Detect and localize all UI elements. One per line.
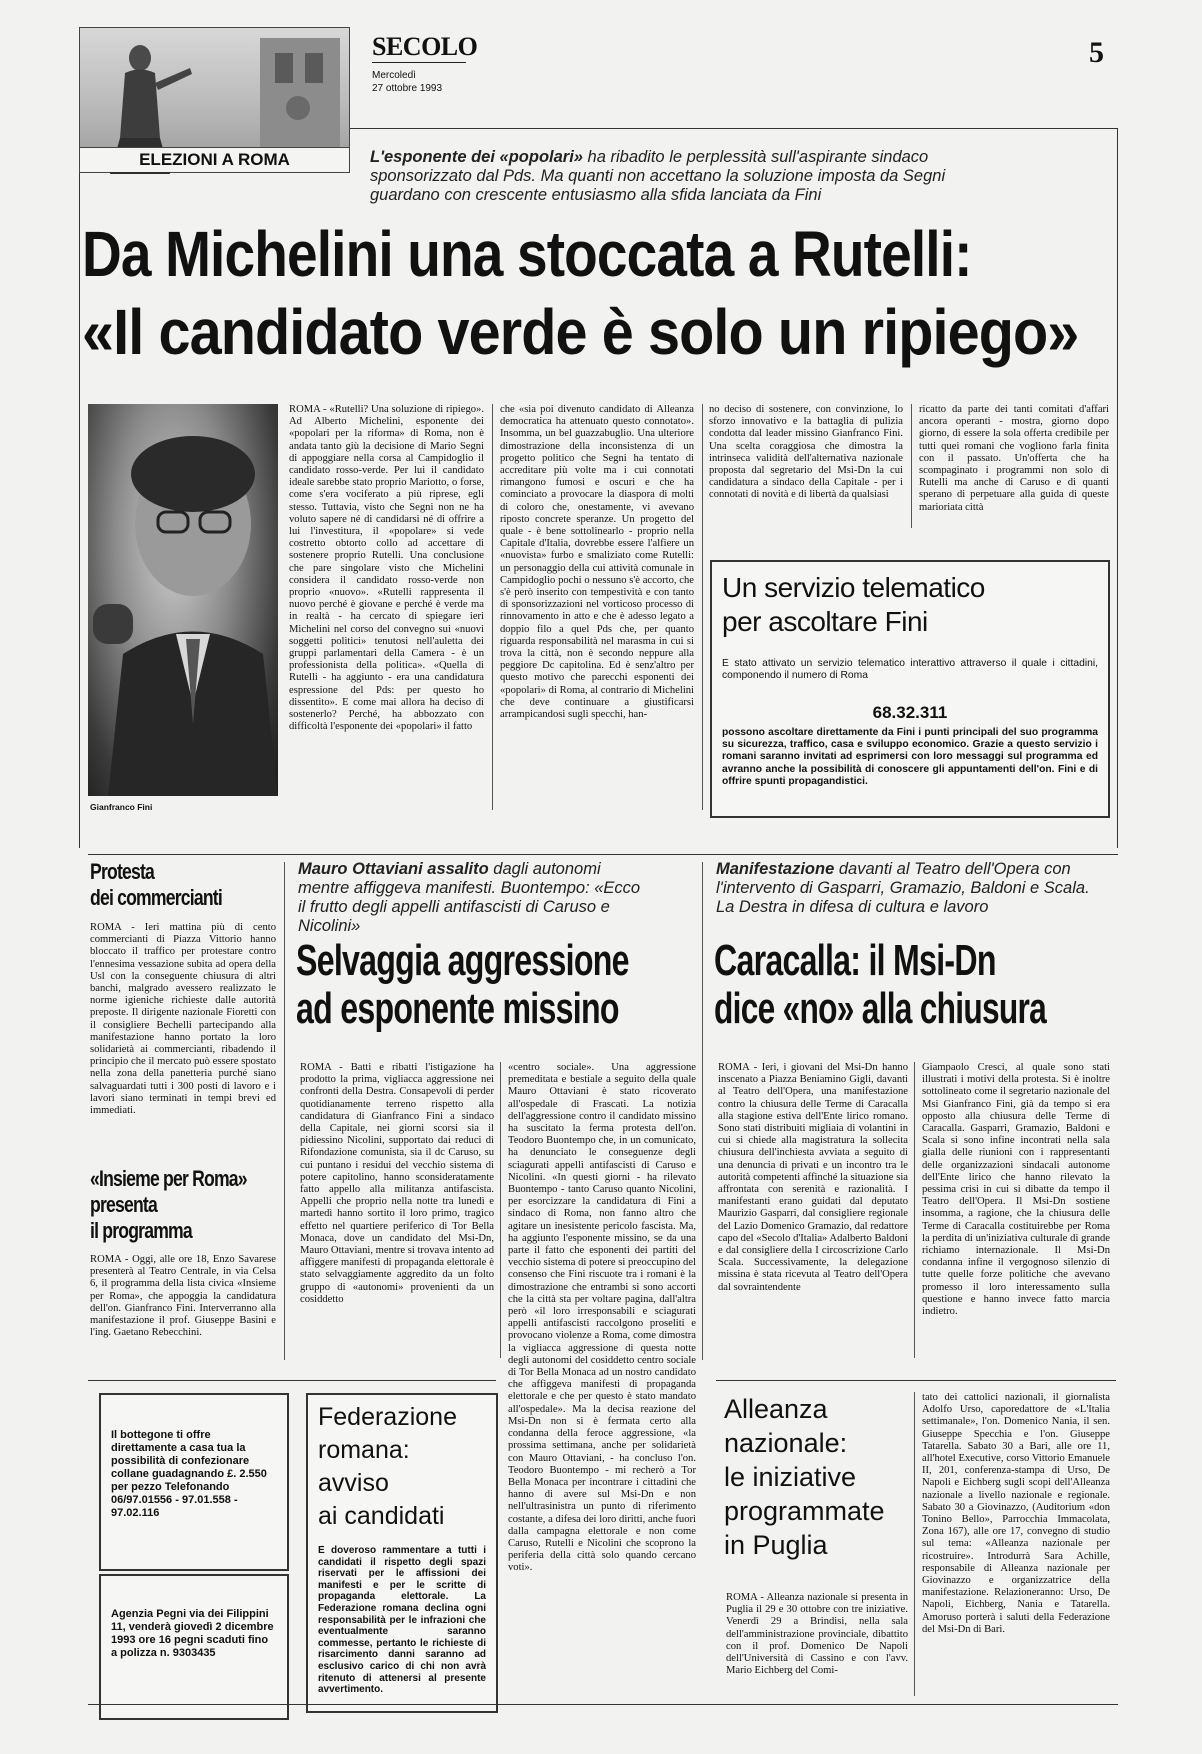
federazione-headline-1: Federazione	[318, 1403, 457, 1431]
page-bottom-rule	[88, 1704, 1118, 1705]
main-col-4: ricatto da parte dei tanti comitati d'affari ancora operanti - mostra, giorno dopo giorno, di essere la sola offerta credibile per tutti quei romani che vogliono farla finita con il passato. Un'offerta che ha scompaginato i programmi non solo di Rutelli ma anche di Caruso e di quanti sperano di perpetuare alla guida di queste marioriata città	[919, 404, 1109, 513]
puglia-headline-1: Alleanza	[724, 1394, 828, 1424]
puglia-col-2: tato dei cattolici nazionali, il giornalista Adolfo Urso, caporedattore de «L'Italia settimanale», l'on. Domenico Nania, il sen. Giuseppe Specchia e l'on. Giuseppe Tatarella. Sabato 30 a Bari, alle ore 11, all'hotel Executive, corso Vittorio Emanuele II, 201, conferenza-stampa di Urso, De Napoli e Eichberg sugli scopi dell'Alleanza nazionale a livello nazionale e regionale. Sabato 30 a Giovinazzo, (Auditorium «don Tonino Bello», Parrocchia Immacolata, Zona 167), alle ore 17, convegno di studio sul tema: «Alleanza nazionale per ricostruire». Introdurrà Sara Achille, responsabile di Alleanza nazionale per Giovinazzo e organizzatrice della manifestazione. Relazioneranno: Urso, De Napoli, Eichberg, Nania e Tatarella. Amoruso porterà i saluti della Federazione del Msi-Dn di Bari.	[922, 1392, 1110, 1635]
telematic-body: possono ascoltare direttamente da Fini i punti principali del suo programma su sicurezza, traffico, casa e sviluppo economico. Grazie a questo servizio i romani saranno invitati ad esprimersi con loro messaggi sul programma ed avranno anche la possibilità di conoscere gli appuntamenti dell'on. Fini e di offrire spunti propagandistici.	[722, 727, 1098, 787]
middle-column-rule	[702, 862, 703, 1360]
telematic-headline-2: per ascoltare Fini	[722, 606, 928, 637]
masthead-date: 27 ottobre 1993	[372, 83, 443, 94]
ad-pegni	[99, 1574, 289, 1720]
federazione-headline-4: ai candidati	[318, 1502, 445, 1530]
protesta-body: ROMA - Ieri mattina più di cento commercianti di Piazza Vittorio hanno bloccato il traffico per protestare contro l'ennesima vessazione subita ad opera della Usl con la conseguente chiusura di altri banchi, malgrado avessero realizzato le norme igieniche richieste dalle autorità preposte. Il dirigente nazionale Fioretti con il consigliere Bechelli partecipando alla manifestazione hanno portato la loro solidarietà ai commercianti, ribadendo il principio che il mercato può essere spostato nella zona della panetteria purché siano salvaguardati tutti i 300 posti di lavoro e i lavori siano terminati in tempi brevi ed immediati.	[90, 922, 276, 1117]
main-deck-rest: ha ribadito le perplessità sull'aspirante sindaco sponsorizzato dal Pds. Ma quanti non accettano la soluzione imposta da Segni guardano con crescente entusiasmo alla sfida lanciata da Fini	[370, 148, 946, 204]
aggressione-col-1: ROMA - Batti e ribatti l'istigazione ha prodotto la prima, vigliacca aggressione nei confronti della Destra. Consapevoli di perder quotidianamente terreno rispetto alla candidatura di Gianfranco Fini a sindaco della Capitale, nei giorni scorsi sia il pidiessino Nicolini, supportato dai reduci di Rifondazione comunista, sia il dc Caruso, su cui puntano i residui del vecchio sistema di potere capitolino, hanno sconsideratamente fatto appello alla militanza antifascista. Appelli che proprio nella notte tra lunedì e martedì hanno sortito il loro primo, tragico effetto nel quartiere periferico di Tor Bella Monaca, dove un candidato del Msi-Dn, Mauro Ottaviani, mentre si trovava intento ad affiggere manifesti di propaganda elettorale è stato selvaggiamente aggredito da un folto gruppo di «autonomi» provenienti da un cosiddetto	[300, 1062, 494, 1305]
puglia-col-rule	[914, 1392, 915, 1696]
federazione-headline-2: romana:	[318, 1436, 410, 1464]
caracalla-headline-2: dice «no» alla chiusura	[714, 984, 1047, 1033]
page-number: 5	[1089, 36, 1104, 69]
section-divider	[88, 854, 1118, 855]
telematic-intro: È stato attivato un servizio telematico interattivo attraverso il quale i cittadini, componendo il numero di Roma	[722, 658, 1098, 682]
main-headline-2: «Il candidato verde è solo un ripiego»	[82, 296, 1079, 368]
federazione-body: È doveroso rammentare a tutti i candidati il rispetto degli spazi riservati per le affissioni dei manifesti e per le scritte di propaganda elettorale. La Federazione romana declina ogni responsabilità per le infrazioni che eventualmente saranno commesse, pertanto le richieste di risarcimento danni saranno ad esclusivo carico di chi non avrà ritenuto di attenersi al presente avvertimento.	[318, 1545, 486, 1696]
federazione-headline-3: avviso	[318, 1469, 389, 1497]
aggressione-deck	[298, 860, 648, 936]
insieme-headline-1: «Insieme per Roma»	[90, 1166, 247, 1191]
lower-divider-left	[88, 1380, 496, 1381]
insieme-headline-2: presenta	[90, 1192, 157, 1217]
puglia-headline-2: nazionale:	[724, 1428, 848, 1458]
main-frame-right	[1117, 128, 1118, 848]
aggressione-col-2: «centro sociale». Una aggressione premeditata e bestiale a seguito della quale Mauro Ottaviani è stato ricoverato all'ospedale di Frascati. La notizia dell'aggressione contro il candidato missino ha suscitato la ferma protesta dell'on. Teodoro Buontempo che, in un comunicato, ha denunciato le conseguenze degli sciagurati appelli antifascisti di Caruso e Nicolini. «In questi giorni - ha rilevato Buontempo - tanto Caruso quanto Nicolini, per esorcizzare la candidatura di Fini a sindaco di Roma, non fanno altro che agitare un inesistente pericolo fascista. Ma, ha aggiunto l'esponente missino, se da una parte il fatto che esponenti dei partiti del vecchio sistema di potere si preoccupino del consenso che Fini riscuote tra i romani è la dimostrazione che entrambi si sono accorti che la città sta per voltare pagina, dall'altra però «il loro irresponsabili e sciagurati appelli antifascisti raccolgono proseliti e provocano violenze a Roma, come dimostra la vigliacca aggressione di questa notte degli autonomi del cosiddetto centro sociale di Tor Bella Monaca ad un nostro candidato che affiggeva manifesti di propaganda elettorale e che per questo è stato mandato all'ospedale». Ma la decisa reazione del Msi-Dn non si è fermata certo alla condanna della feroce aggressione, «la prossima settimana, anche per solidarietà con Mauro Ottaviani, - ha concluso l'on. Teodoro Buontempo - mi recherò a Tor Bella Monaca per incontrare i cittadini che hanno di avere sul Msi-Dn e non nell'ultrasinistra un punto di riferimento costante, a difesa dei loro diritti, anche fuori dalla campagna elettorale e non come Caruso, Rutelli e Nicolini che scoprono la periferia della città solo quando cercano voti».	[508, 1062, 696, 1574]
caracalla-deck-lead: Manifestazione	[716, 860, 835, 878]
masthead-logo-underline	[372, 62, 466, 63]
caracalla-col-1: ROMA - Ieri, i giovani del Msi-Dn hanno inscenato a Piazza Beniamino Gigli, davanti al Teatro dell'Opera, una manifestazione contro la chiusura delle Terme di Caracalla alla stagione estiva dell'Ente lirico romano. Sono stati distribuiti migliaia di volantini in cui si chiede alla magistratura la sollecita chiusura dell'inchiesta avviata a seguito di una denuncia di privati e un incontro tra le autorità competenti affinché la situazione sia affrontata con serenità e razionalità. I manifestanti erano guidati dal deputato Maurizio Gasparri, dal consigliere regionale del Lazio Domenico Gramazio, dal redattore capo del «Secolo d'Italia» Adalberto Baldoni e dal consigliere della I circoscrizione Carlo Scala. Successivamente, la delegazione missina è stata ricevuta al Teatro dell'Opera dal sovraintendente	[718, 1062, 908, 1293]
lower-divider-right	[716, 1380, 1116, 1381]
main-col-2: che «sia poi divenuto candidato di Alleanza democratica ha attenuato questo connotato». Insomma, un bel guazzabuglio. Una ulteriore dimostrazione della inconsistenza di un progetto politico che Segni ha tentato di accreditare più volte ma i cui connotati rimangono fumosi e oscuri e che ha cominciato a provocare la diaspora di molti di coloro che, onestamente, vi avevano riposto concrete speranze. Un progetto del quale - è bene sottolinearlo - proprio nella Capitale d'Italia, dovrebbe essere l'alfiere un «nuovista» furbo e smaliziato come Rutelli: un personaggio della cui attività comunale in Campidoglio pochi o nessuno s'è accorto, che s'è però inserito con tempestività e con tanto di sponsorizzazioni nel vorticoso processo di rinnovamento in atto e che è adesso legato a doppio filo a quel Pds che, per quanto riguarda responsabilità nel marasma in cui si trova la città, non è secondo neppure alla peggiore Dc capitolina. Ed è senz'altro per questo motivo che parecchi esponenti dei «popolari» di Roma, al contrario di Michelini che deve continuare a giustificarsi arrampicandosi sugli specchi, han-	[500, 404, 694, 721]
masthead-photo	[79, 27, 350, 173]
main-deck	[370, 148, 960, 205]
main-deck-lead: L'esponente dei «popolari»	[370, 148, 583, 166]
main-col-rule-1	[492, 404, 493, 810]
section-label: ELEZIONI A ROMA	[80, 147, 349, 172]
federazione-box	[306, 1393, 498, 1713]
puglia-headline-5: in Puglia	[724, 1530, 828, 1560]
masthead-day: Mercoledì	[372, 70, 416, 81]
ad-bottegone-text: Il bottegone ti offre direttamente a casa tua la possibilità di confezionare collane guadagnando £. 2.550 per pezzo Telefonando 06/97.01556 - 97.01.558 - 97.02.116	[111, 1429, 267, 1519]
protesta-headline-2: dei commercianti	[90, 885, 222, 910]
puglia-col-1: ROMA - Alleanza nazionale si presenta in Puglia il 29 e 30 ottobre con tre iniziative. Venerdì 29 a Brindisi, nella sala dell'amministrazione provinciale, dibattito con il prof. Domenico De Napoli dell'Università di Cassino e con l'avv. Mario Eichberg del Comi-	[726, 1592, 908, 1677]
puglia-headline-4: programmate	[724, 1496, 885, 1526]
caracalla-deck-rest: davanti al Teatro dell'Opera con l'intervento di Gasparri, Gramazio, Baldoni e Scala. La Destra in difesa di cultura e lavoro	[716, 860, 1090, 916]
photo-caption: Gianfranco Fini	[90, 802, 153, 812]
main-col-1: ROMA - «Rutelli? Una soluzione di ripiego». Ad Alberto Michelini, esponente dei «popolari per la riforma» di Roma, non è andata tanto giù la decisione di Mario Segni di appoggiare nella corsa al Campidoglio il candidato rosso-verde. Per lui il candidato ideale sarebbe stato proprio Mariotto, o forse, come s'era vociferato a più riprese, egli stesso. Tuttavia, visto che Segni non ne ha voluto sapere né di candidarsi né di offrire a lui l'investitura, il «popolare» si vede costretto obtorto collo ad accettare di sostenere proprio Rutelli. Una conclusione che pare singolare visto che Michelini considera il candidato rosso-verde non proprio «nuovo». «Rutelli rappresenta il nuovo perché è giovane e perché è verde ma in realtà - ha cercato di spiegare ieri Michelini nel corso del convegno sui «nuovi soggetti politici» tenutosi nell'auletta dei gruppi parlamentari della Camera - è un professionista della politica». «Quella di Rutelli - ha aggiunto - era una candidatura espressione del Pds: per questo ho dissentito». E come mai allora ha deciso di sostenerlo? Perché, ha abbozzato con difficoltà l'esponente dei «popolari» il fatto	[289, 404, 484, 733]
aggressione-headline-2: ad esponente missino	[296, 984, 619, 1033]
main-headline-1: Da Michelini una stoccata a Rutelli:	[82, 218, 972, 290]
caracalla-col-2: Giampaolo Cresci, al quale sono stati illustrati i motivi della protesta. Si è inoltre sottolineato come il segretario nazionale del Msi Gianfranco Fini, già da tempo si era opposto alla chiusura delle Terme di Caracalla. Gasparri, Gramazio, Baldoni e Scala si sono infine incontrati nella sala gialla delle riunioni con i rappresentanti delle organizzazioni sindacali autonome dell'Ente lirico che hanno rilevato la pessima crisi in cui si dibatte da tempo il Teatro dell'Opera. Il Msi-Dn sostiene insomma, a ragione, che la chiusura delle Terme di Caracalla costituirebbe per Roma la perdita di un'iniziativa culturale di grande richiamo internazionale. Il Msi-Dn condanna infine il vergognoso silenzio di tutte quelle forze politiche che avevano promesso il loro interessamento sulla questione e hanno invece fatto marcia indietro.	[922, 1062, 1110, 1318]
aggressione-deck-lead: Mauro Ottaviani assalito	[298, 860, 489, 878]
caracalla-headline-1: Caracalla: il Msi-Dn	[714, 936, 996, 985]
ad-bottegone	[99, 1393, 289, 1571]
telematic-phone: 68.32.311	[872, 703, 948, 722]
caracalla-deck	[716, 860, 1096, 917]
telematic-box	[710, 560, 1110, 818]
aggressione-deck-rest: dagli autonomi mentre affiggeva manifesti. Buontempo: «Ecco il frutto degli appelli antifascisti di Caruso e Nicolini»	[298, 860, 641, 935]
masthead-logo: SECOLO	[372, 32, 478, 61]
main-frame-left	[79, 173, 80, 848]
telematic-headline-1: Un servizio telematico	[722, 572, 985, 603]
puglia-headline-3: le iniziative	[724, 1462, 857, 1492]
insieme-headline-3: il programma	[90, 1218, 192, 1243]
caracalla-col-rule	[914, 1062, 915, 1358]
fini-photo	[88, 404, 278, 796]
ad-pegni-text: Agenzia Pegni via dei Filippini 11, venderà giovedì 2 dicembre 1993 ore 16 pegni scaduti fino a polizza n. 9303435	[111, 1608, 274, 1659]
main-col-rule-2	[702, 404, 703, 810]
insieme-body: ROMA - Oggi, alle ore 18, Enzo Savarese presenterà al Teatro Centrale, in via Celsa 6, il programma della lista civica «Insieme per Roma», che appoggia la candidatura dell'on. Gianfranco Fini. Interverranno alla manifestazione il prof. Giuseppe Basini e l'ing. Gaetano Rebecchini.	[90, 1254, 276, 1339]
aggressione-col-rule	[500, 1062, 501, 1358]
protesta-headline-1: Protesta	[90, 859, 155, 884]
main-frame-top	[350, 128, 1118, 129]
aggressione-headline-1: Selvaggia aggressione	[296, 936, 629, 985]
main-col-rule-3	[911, 404, 912, 528]
portrait-illustration	[88, 404, 278, 796]
main-col-3: no deciso di sostenere, con convinzione, lo sforzo innovativo e la battaglia di pulizia condotta dal leader missino Gianfranco Fini. Una scelta coraggiosa che dimostra la intrinseca validità dell'alternativa nazionale proposta dal segretario del Msi-Dn la cui candidatura a sindaco della Capitale - per i connotati di novità e di libertà da qualsiasi	[709, 404, 903, 501]
left-column-rule	[284, 862, 285, 1360]
